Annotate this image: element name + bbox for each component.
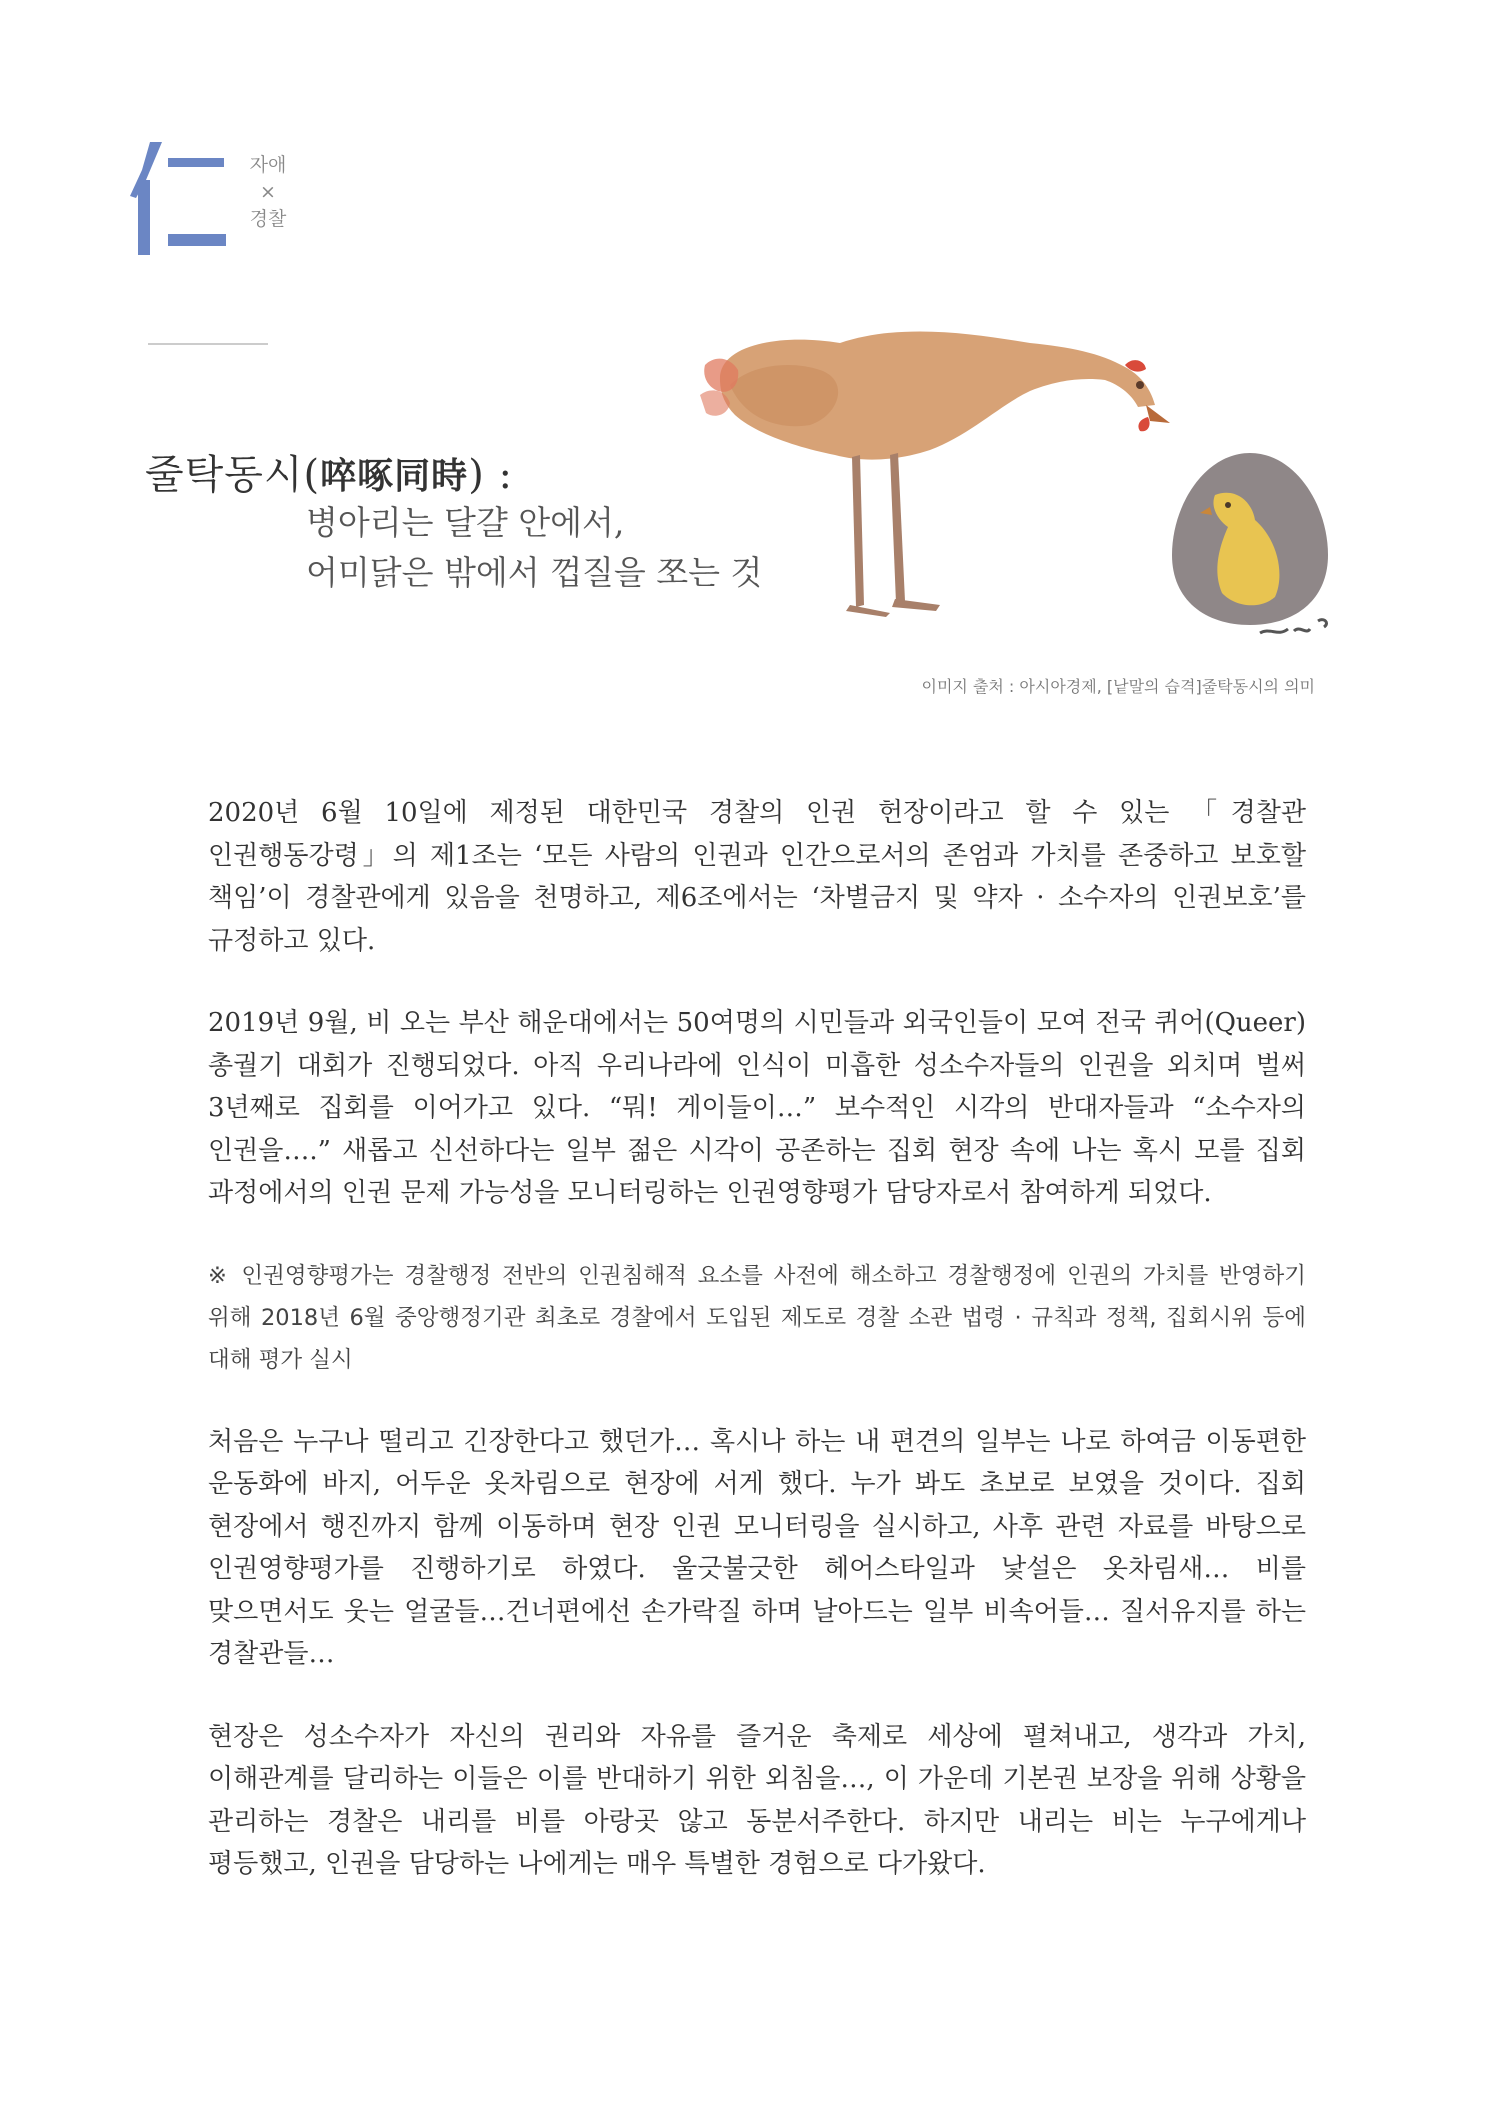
page-subtitle [306,498,762,598]
article-body [208,792,1306,1886]
section-tag-cross: × [260,181,276,203]
egg-illustration [1160,445,1340,650]
image-caption: 이미지 출처 : 아시아경제, [낱말의 습격]줄탁동시의 의미 [921,677,1315,696]
paragraph-1: 2020년 6월 10일에 제정된 대한민국 경찰의 인권 헌장이라고 할 수 있는 「경찰관 인권행동강령」의 제1조는 ‘모든 사람의 인권과 인간으로서의 존엄과 가치를 존중하고 보호할 책임’이 경찰관에게 있음을 천명하고, 제6조에서는 ‘차별금지 및 약자 · 소수자의 인권보호’를 규정하고 있다. [208,798,1306,956]
paragraph-2: 2019년 9월, 비 오는 부산 해운대에서는 50여명의 시민들과 외국인들이 모여 전국 퀴어(Queer) 총궐기 대회가 진행되었다. 아직 우리나라에 인식이 미흡한 성소수자들의 인권을 외치며 벌써 3년째로 집회를 이어가고 있다. “뭐! 게이들이…” 보수적인 시각의 반대자들과 “소수자의 인권을….” 새롭고 신선하다는 일부 젊은 시각이 공존하는 집회 현장 속에 나는 혹시 모를 집회 과정에서의 인권 문제 가능성을 모니터링하는 인권영향평가 담당자로서 참여하게 되었다. [208,1008,1306,1208]
hen-illustration [700,325,1180,645]
logo-glyph-icon [128,140,228,255]
paragraph-3: 처음은 누구나 떨리고 긴장한다고 했던가… 혹시나 하는 내 편견의 일부는 나로 하여금 이동편한 운동화에 바지, 어두운 옷차림으로 현장에 서게 했다. 누가 봐도 초보로 보였을 것이다. 집회 현장에서 행진까지 함께 이동하며 현장 인권 모니터링을 실시하고, 사후 관련 자료를 바탕으로 인권영향평가를 진행하기로 하였다. 울긋불긋한 헤어스타일과 낯설은 옷차림새… 비를 맞으면서도 웃는 얼굴들…건너편에선 손가락질 하며 날아드는 일부 비속어들… 질서유지를 하는 경찰관들… [208,1426,1306,1669]
title-hanja: 啐啄同時 [320,456,469,497]
subtitle-line-1: 병아리는 달걀 안에서, [306,503,625,542]
title-korean: 줄탁동시( [145,452,321,498]
paragraph-4: 현장은 성소수자가 자신의 권리와 자유를 즐거운 축제로 세상에 펼쳐내고, 생각과 가치, 이해관계를 달리하는 이들은 이를 반대하기 위한 외침을…, 이 가운데 기본권 보장을 위해 상황을 관리하는 경찰은 내리를 비를 아랑곳 않고 동분서주한다. 하지만 내리는 비는 누구에게나 평등했고, 인권을 담당하는 나에게는 매우 특별한 경험으로 다가왔다. [208,1721,1306,1879]
title-close: ) : [468,452,513,498]
section-tag-top: 자애 [249,154,287,176]
subtitle-line-2: 어미닭은 밖에서 껍질을 쪼는 것 [306,553,763,592]
section-tag [238,152,298,233]
page-title [145,443,513,500]
section-tag-bottom: 경찰 [249,208,287,230]
divider [148,343,268,345]
note-paragraph: ※ 인권영향평가는 경찰행정 전반의 인권침해적 요소를 사전에 해소하고 경찰행정에 인권의 가치를 반영하기 위해 2018년 6월 중앙행정기관 최초로 경찰에서 도입된 제도로 경찰 소관 법령 · 규칙과 정책, 집회시위 등에 대해 평가 실시 [208,1262,1306,1373]
